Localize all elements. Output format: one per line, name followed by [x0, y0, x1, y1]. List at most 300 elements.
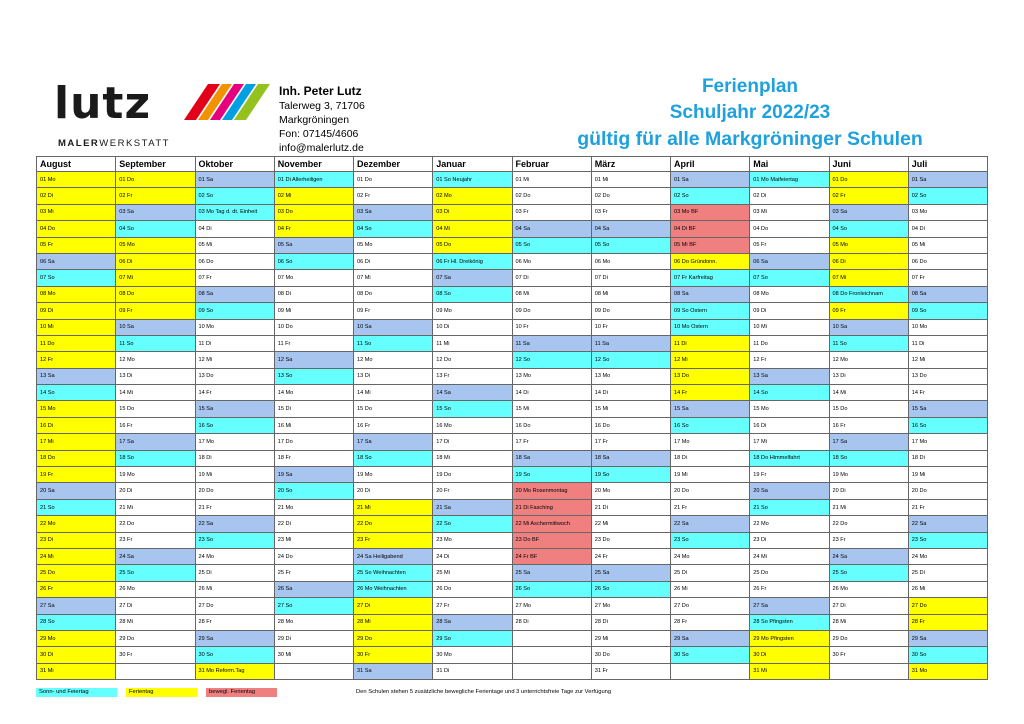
day-cell: 10 Do: [274, 319, 353, 335]
day-cell: 06 Di: [116, 253, 195, 269]
legend-sonn-feiertag: Sonn- und Feiertag: [36, 688, 117, 697]
day-cell: 20 Di: [829, 483, 908, 499]
day-cell: 10 Mi: [37, 319, 116, 335]
day-cell: 13 Do: [908, 368, 987, 384]
day-cell: 14 Mi: [116, 385, 195, 401]
day-cell: 04 Mi: [433, 221, 512, 237]
calendar-row: [37, 581, 988, 597]
day-cell: 27 Sa: [37, 598, 116, 614]
day-cell: 09 So: [908, 303, 987, 319]
day-cell: 07 Fr: [908, 270, 987, 286]
day-cell: 05 Fr: [750, 237, 829, 253]
day-cell: 12 Mi: [195, 352, 274, 368]
day-cell: 31 Fr: [591, 663, 670, 679]
day-cell: 14 Fr: [671, 385, 750, 401]
day-cell: 13 Sa: [750, 368, 829, 384]
day-cell: 23 Do BF: [512, 532, 591, 548]
day-cell: 20 Do: [908, 483, 987, 499]
day-cell: 27 Fr: [433, 598, 512, 614]
day-cell: 15 So: [433, 401, 512, 417]
day-cell: 11 So: [116, 335, 195, 351]
day-cell: 23 Fr: [116, 532, 195, 548]
day-cell: 04 Sa: [512, 221, 591, 237]
day-cell: 28 Fr: [195, 614, 274, 630]
month-header: Februar: [512, 157, 591, 172]
day-cell: 23 Di: [750, 532, 829, 548]
day-cell: 26 So: [591, 581, 670, 597]
day-cell: [512, 663, 591, 679]
day-cell: 27 So: [274, 598, 353, 614]
day-cell: 29 Mo Pfingsten: [750, 630, 829, 646]
month-header: März: [591, 157, 670, 172]
day-cell: 01 Sa: [908, 172, 987, 188]
day-cell: 05 Mi BF: [671, 237, 750, 253]
day-cell: 19 Fr: [37, 467, 116, 483]
day-cell: 04 Di: [908, 221, 987, 237]
day-cell: 18 Fr: [274, 450, 353, 466]
day-cell: 22 Sa: [908, 516, 987, 532]
day-cell: 30 Mi: [274, 647, 353, 663]
day-cell: 12 Mi: [908, 352, 987, 368]
day-cell: 05 Sa: [274, 237, 353, 253]
day-cell: 23 Fr: [829, 532, 908, 548]
day-cell: 24 Di: [433, 548, 512, 564]
calendar-row: [37, 598, 988, 614]
day-cell: 19 Mi: [671, 467, 750, 483]
day-cell: 20 Mo: [591, 483, 670, 499]
day-cell: 19 Mi: [908, 467, 987, 483]
day-cell: 29 Mi: [591, 630, 670, 646]
day-cell: 16 Do: [512, 417, 591, 433]
day-cell: 19 Mi: [195, 467, 274, 483]
day-cell: 18 Di: [195, 450, 274, 466]
day-cell: 14 So: [750, 385, 829, 401]
day-cell: 05 So: [591, 237, 670, 253]
day-cell: 23 So: [671, 532, 750, 548]
month-header: Januar: [433, 157, 512, 172]
day-cell: 17 Mi: [37, 434, 116, 450]
logo-stripes-icon: [174, 84, 274, 120]
day-cell: 04 Sa: [591, 221, 670, 237]
day-cell: 24 Sa Heiligabend: [354, 548, 433, 564]
month-header: November: [274, 157, 353, 172]
day-cell: 04 Do: [750, 221, 829, 237]
day-cell: 23 So: [908, 532, 987, 548]
day-cell: 28 Mi: [829, 614, 908, 630]
calendar-row: [37, 647, 988, 663]
day-cell: 19 Mo: [354, 467, 433, 483]
month-header-row: [37, 157, 988, 172]
day-cell: 02 Do: [591, 188, 670, 204]
day-cell: 13 Fr: [433, 368, 512, 384]
day-cell: 27 Do: [195, 598, 274, 614]
day-cell: 01 Mo: [37, 172, 116, 188]
day-cell: 23 So: [195, 532, 274, 548]
day-cell: 20 Sa: [750, 483, 829, 499]
calendar-row: [37, 303, 988, 319]
day-cell: 31 Sa: [354, 663, 433, 679]
day-cell: 03 Do: [274, 204, 353, 220]
calendar-row: [37, 204, 988, 220]
day-cell: 17 Fr: [591, 434, 670, 450]
day-cell: 04 Do: [37, 221, 116, 237]
day-cell: 16 So: [671, 417, 750, 433]
day-cell: 15 Mo: [750, 401, 829, 417]
day-cell: 24 Mo: [671, 548, 750, 564]
calendar-row: [37, 548, 988, 564]
calendar-row: [37, 483, 988, 499]
day-cell: 15 Sa: [908, 401, 987, 417]
title-line-1: Ferienplan: [701, 76, 799, 97]
day-cell: 03 Fr: [512, 204, 591, 220]
city: Markgröningen: [279, 114, 350, 126]
day-cell: 13 Mo: [512, 368, 591, 384]
day-cell: 08 Mo: [37, 286, 116, 302]
day-cell: 01 Do: [116, 172, 195, 188]
day-cell: 11 Do: [37, 335, 116, 351]
day-cell: 21 Mo: [274, 499, 353, 515]
calendar-row: [37, 319, 988, 335]
day-cell: 22 Mi Aschermittwoch: [512, 516, 591, 532]
day-cell: 15 Mi: [591, 401, 670, 417]
day-cell: 08 Sa: [908, 286, 987, 302]
day-cell: 13 Do: [195, 368, 274, 384]
day-cell: 20 Do: [671, 483, 750, 499]
day-cell: 08 Mo: [750, 286, 829, 302]
day-cell: 13 Mo: [591, 368, 670, 384]
day-cell: 22 Do: [116, 516, 195, 532]
day-cell: 16 Fr: [354, 417, 433, 433]
day-cell: 27 Di: [116, 598, 195, 614]
day-cell: 10 Fr: [591, 319, 670, 335]
day-cell: 16 Do: [591, 417, 670, 433]
day-cell: 05 Mo: [116, 237, 195, 253]
day-cell: 30 Di: [37, 647, 116, 663]
day-cell: 08 Di: [274, 286, 353, 302]
calendar-row: [37, 401, 988, 417]
day-cell: 10 Mi: [750, 319, 829, 335]
day-cell: 23 Do: [591, 532, 670, 548]
legend-bewegl-ferientag: bewegl. Ferientag: [206, 688, 277, 697]
day-cell: 11 Di: [908, 335, 987, 351]
day-cell: 07 Di: [512, 270, 591, 286]
calendar-row: [37, 614, 988, 630]
day-cell: 19 Sa: [274, 467, 353, 483]
day-cell: 17 Mo: [671, 434, 750, 450]
calendar-row: [37, 352, 988, 368]
day-cell: 13 Di: [829, 368, 908, 384]
day-cell: 20 Di: [354, 483, 433, 499]
day-cell: 11 Di: [195, 335, 274, 351]
day-cell: 07 Mi: [116, 270, 195, 286]
day-cell: 02 Do: [512, 188, 591, 204]
day-cell: 15 Mi: [512, 401, 591, 417]
day-cell: 21 Di: [591, 499, 670, 515]
day-cell: 27 Do: [671, 598, 750, 614]
company-logo: [54, 78, 274, 152]
day-cell: 14 Sa: [433, 385, 512, 401]
day-cell: 08 Do: [354, 286, 433, 302]
day-cell: 25 Sa: [512, 565, 591, 581]
day-cell: 06 Di: [354, 253, 433, 269]
day-cell: 27 Di: [829, 598, 908, 614]
day-cell: 17 Mo: [908, 434, 987, 450]
month-header: Oktober: [195, 157, 274, 172]
day-cell: 19 Mo: [829, 467, 908, 483]
day-cell: 09 Do: [512, 303, 591, 319]
day-cell: 29 Sa: [195, 630, 274, 646]
month-header: September: [116, 157, 195, 172]
day-cell: 16 Fr: [829, 417, 908, 433]
calendar-row: [37, 368, 988, 384]
day-cell: 08 Mi: [512, 286, 591, 302]
day-cell: 06 Sa: [750, 253, 829, 269]
legend-note: Den Schulen stehen 5 zusätzliche bewegliche Ferientage und 3 unterrichtsfreie Tage zur Verfügung: [356, 689, 612, 695]
day-cell: 26 Mi: [195, 581, 274, 597]
day-cell: 08 Do: [116, 286, 195, 302]
day-cell: 21 Mi: [116, 499, 195, 515]
day-cell: 21 Fr: [908, 499, 987, 515]
day-cell: 02 Di: [37, 188, 116, 204]
day-cell: 03 Mo: [908, 204, 987, 220]
day-cell: 26 Fr: [37, 581, 116, 597]
month-header: April: [671, 157, 750, 172]
day-cell: 29 Mo: [37, 630, 116, 646]
day-cell: 06 Sa: [37, 253, 116, 269]
day-cell: 05 Mi: [908, 237, 987, 253]
day-cell: 07 Mi: [354, 270, 433, 286]
day-cell: 04 Di: [195, 221, 274, 237]
day-cell: 26 Mo: [829, 581, 908, 597]
day-cell: 12 Mi: [671, 352, 750, 368]
day-cell: [116, 663, 195, 679]
day-cell: [671, 663, 750, 679]
day-cell: 18 Di: [671, 450, 750, 466]
day-cell: 18 Sa: [591, 450, 670, 466]
day-cell: 06 Do Gründonn.: [671, 253, 750, 269]
day-cell: 03 Mo BF: [671, 204, 750, 220]
day-cell: 20 Di: [116, 483, 195, 499]
day-cell: 17 Sa: [354, 434, 433, 450]
day-cell: 26 Sa: [274, 581, 353, 597]
day-cell: 29 Di: [274, 630, 353, 646]
day-cell: 17 Fr: [512, 434, 591, 450]
day-cell: [829, 663, 908, 679]
day-cell: 30 Fr: [829, 647, 908, 663]
day-cell: 30 Do: [591, 647, 670, 663]
day-cell: 12 Mo: [354, 352, 433, 368]
day-cell: 08 Sa: [195, 286, 274, 302]
day-cell: 06 Do: [195, 253, 274, 269]
month-header: Juli: [908, 157, 987, 172]
day-cell: 12 Mo: [116, 352, 195, 368]
day-cell: 19 So: [591, 467, 670, 483]
day-cell: 12 Sa: [274, 352, 353, 368]
logo-wordmark: lutz: [54, 78, 152, 129]
day-cell: 22 Do: [354, 516, 433, 532]
day-cell: 14 Fr: [908, 385, 987, 401]
day-cell: 30 Di: [750, 647, 829, 663]
calendar-row: [37, 434, 988, 450]
street: Talerweg 3, 71706: [279, 100, 365, 112]
day-cell: 26 Mi: [671, 581, 750, 597]
day-cell: 10 Sa: [829, 319, 908, 335]
day-cell: 21 Di Fasching: [512, 499, 591, 515]
day-cell: 23 Fr: [354, 532, 433, 548]
day-cell: 14 So: [37, 385, 116, 401]
contact-block: [279, 84, 365, 155]
day-cell: 25 Di: [671, 565, 750, 581]
day-cell: 17 Do: [274, 434, 353, 450]
day-cell: 11 Do: [750, 335, 829, 351]
calendar-row: [37, 499, 988, 515]
day-cell: 25 So Weihnachten: [354, 565, 433, 581]
day-cell: 24 Fr: [591, 548, 670, 564]
day-cell: 02 So: [908, 188, 987, 204]
day-cell: 10 Mo: [908, 319, 987, 335]
day-cell: 15 Mo: [37, 401, 116, 417]
day-cell: 06 Do: [908, 253, 987, 269]
day-cell: 24 Fr BF: [512, 548, 591, 564]
day-cell: 18 So: [829, 450, 908, 466]
day-cell: 13 Do: [671, 368, 750, 384]
day-cell: 25 So: [829, 565, 908, 581]
day-cell: 04 Di BF: [671, 221, 750, 237]
day-cell: 22 Sa: [671, 516, 750, 532]
calendar-row: [37, 663, 988, 679]
day-cell: 01 Sa: [195, 172, 274, 188]
calendar-row: [37, 221, 988, 237]
day-cell: 20 Sa: [37, 483, 116, 499]
day-cell: 27 Mo: [591, 598, 670, 614]
day-cell: 24 Mi: [37, 548, 116, 564]
day-cell: 28 Fr: [671, 614, 750, 630]
day-cell: 22 Mo: [37, 516, 116, 532]
day-cell: 10 Di: [433, 319, 512, 335]
day-cell: 09 Di: [750, 303, 829, 319]
day-cell: 25 Di: [195, 565, 274, 581]
calendar-row: [37, 270, 988, 286]
day-cell: 26 Fr: [750, 581, 829, 597]
phone: Fon: 07145/4606: [279, 128, 359, 140]
day-cell: [512, 630, 591, 646]
day-cell: 28 So Pfingsten: [750, 614, 829, 630]
day-cell: 19 Do: [433, 467, 512, 483]
calendar-row: [37, 253, 988, 269]
day-cell: 17 Sa: [829, 434, 908, 450]
calendar-row: [37, 467, 988, 483]
day-cell: 03 Sa: [829, 204, 908, 220]
day-cell: 09 Mi: [274, 303, 353, 319]
day-cell: 06 Fr Hl. Dreikönig: [433, 253, 512, 269]
day-cell: 04 So: [829, 221, 908, 237]
day-cell: 10 Sa: [116, 319, 195, 335]
day-cell: 22 So: [433, 516, 512, 532]
day-cell: 07 Fr: [195, 270, 274, 286]
day-cell: 25 Sa: [591, 565, 670, 581]
day-cell: 26 Mo: [116, 581, 195, 597]
day-cell: 02 Mo: [433, 188, 512, 204]
day-cell: 14 Di: [512, 385, 591, 401]
day-cell: 07 Mo: [274, 270, 353, 286]
calendar-body: [37, 172, 988, 680]
day-cell: 23 Mi: [274, 532, 353, 548]
day-cell: 09 So: [195, 303, 274, 319]
day-cell: 20 Fr: [433, 483, 512, 499]
day-cell: 01 Sa: [671, 172, 750, 188]
day-cell: 29 Sa: [908, 630, 987, 646]
day-cell: 25 Fr: [274, 565, 353, 581]
day-cell: 24 Mi: [750, 548, 829, 564]
day-cell: 02 Di: [750, 188, 829, 204]
day-cell: 24 Mo: [908, 548, 987, 564]
day-cell: 19 So: [512, 467, 591, 483]
day-cell: 27 Do: [908, 598, 987, 614]
logo-subtitle: MALERWERKSTATT: [58, 138, 170, 149]
month-header: Juni: [829, 157, 908, 172]
day-cell: 22 Di: [274, 516, 353, 532]
day-cell: 28 Fr: [908, 614, 987, 630]
day-cell: 21 So: [37, 499, 116, 515]
day-cell: 20 Mo Rosenmontag: [512, 483, 591, 499]
day-cell: 18 So: [116, 450, 195, 466]
day-cell: 28 Di: [591, 614, 670, 630]
day-cell: 01 Mi: [512, 172, 591, 188]
calendar-row: [37, 237, 988, 253]
day-cell: 06 Mo: [512, 253, 591, 269]
day-cell: 28 So: [37, 614, 116, 630]
day-cell: 21 Mi: [354, 499, 433, 515]
day-cell: 07 So: [750, 270, 829, 286]
day-cell: 10 Mo: [195, 319, 274, 335]
day-cell: 12 Fr: [37, 352, 116, 368]
day-cell: 18 Do: [37, 450, 116, 466]
day-cell: 11 Di: [671, 335, 750, 351]
day-cell: 01 Di Allerheiligen: [274, 172, 353, 188]
day-cell: 10 Fr: [512, 319, 591, 335]
day-cell: 29 Do: [116, 630, 195, 646]
holiday-calendar: [36, 156, 988, 680]
calendar-row: [37, 532, 988, 548]
day-cell: 11 Fr: [274, 335, 353, 351]
day-cell: 07 Di: [591, 270, 670, 286]
day-cell: 03 Fr: [591, 204, 670, 220]
day-cell: 31 Di: [433, 663, 512, 679]
day-cell: 21 Fr: [195, 499, 274, 515]
day-cell: 03 Sa: [354, 204, 433, 220]
calendar-row: [37, 188, 988, 204]
day-cell: 01 Do: [354, 172, 433, 188]
day-cell: 24 Do: [274, 548, 353, 564]
day-cell: [512, 647, 591, 663]
day-cell: 17 Di: [433, 434, 512, 450]
day-cell: 07 So: [37, 270, 116, 286]
day-cell: 03 Mi: [750, 204, 829, 220]
day-cell: 11 Sa: [512, 335, 591, 351]
day-cell: 13 Sa: [37, 368, 116, 384]
day-cell: 12 Do: [433, 352, 512, 368]
day-cell: 16 So: [195, 417, 274, 433]
calendar-row: [37, 172, 988, 188]
day-cell: 19 Fr: [750, 467, 829, 483]
day-cell: 22 Mi: [591, 516, 670, 532]
day-cell: 23 Mo: [433, 532, 512, 548]
day-cell: 28 Mi: [354, 614, 433, 630]
day-cell: 10 Sa: [354, 319, 433, 335]
day-cell: 11 Sa: [591, 335, 670, 351]
day-cell: 05 Fr: [37, 237, 116, 253]
day-cell: 16 Mo: [433, 417, 512, 433]
